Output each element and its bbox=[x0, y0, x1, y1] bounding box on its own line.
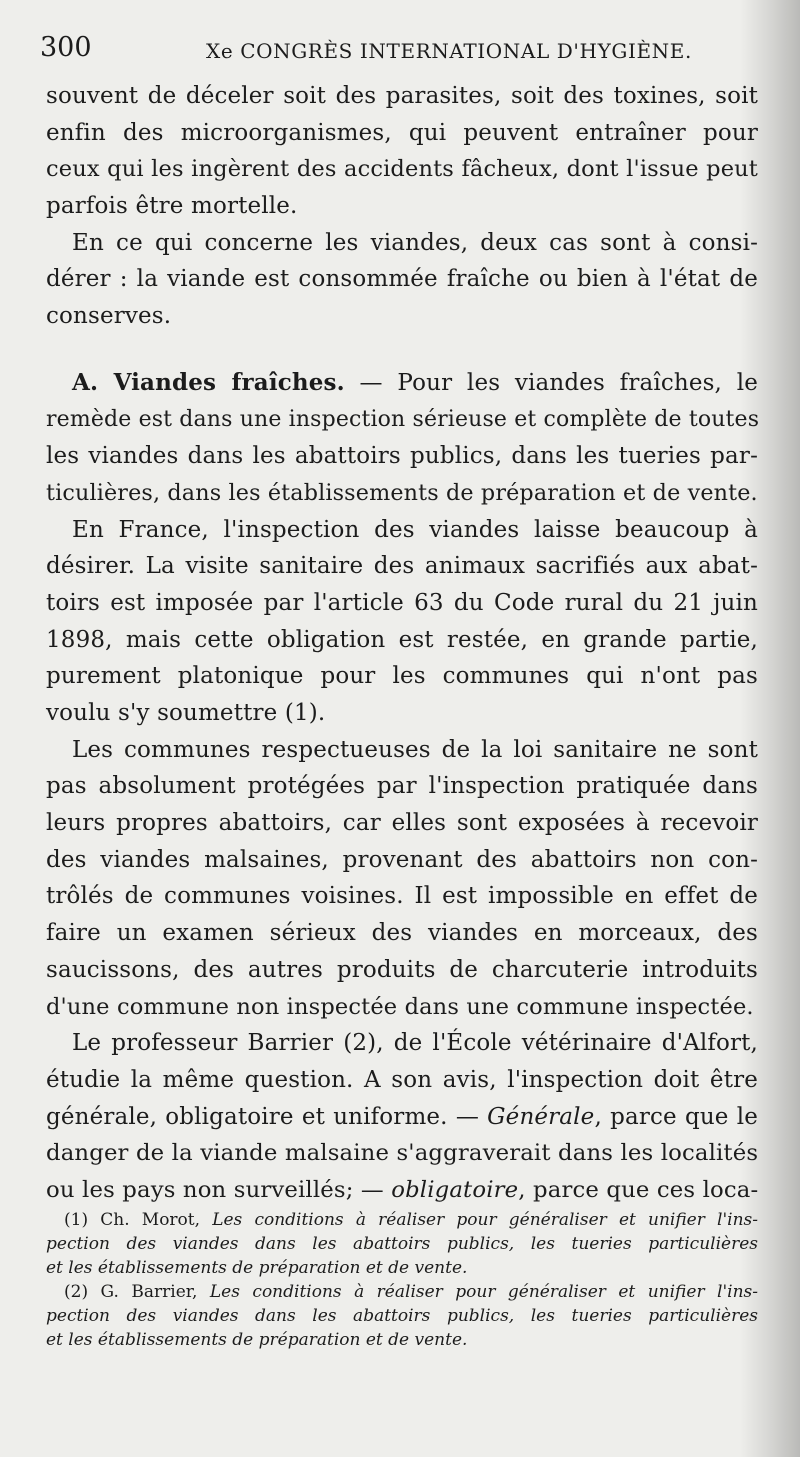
italic-term: obligatoire bbox=[391, 1176, 519, 1203]
footnote-2-line bbox=[46, 1304, 758, 1328]
text-line: d'une commune non inspectée dans une commune inspectée. bbox=[46, 993, 754, 1020]
text-line: leurs propres abattoirs, car elles sont exposées à recevoir bbox=[46, 810, 758, 837]
text-line: étudie la même question. A son avis, l'inspection doit être bbox=[46, 1066, 758, 1093]
text-line: Les communes respectueuses de la loi sanitaire ne sont bbox=[72, 736, 758, 763]
text-line: désirer. La visite sanitaire des animaux sacrifiés aux abat- bbox=[46, 553, 758, 580]
running-title: Xe CONGRÈS INTERNATIONAL D'HYGIÈNE. bbox=[206, 39, 692, 63]
text-line: enfin des microorganismes, qui peuvent entraîner pour bbox=[46, 119, 758, 146]
text-line: voulu s'y soumettre (1). bbox=[46, 700, 326, 726]
text-line: les viandes dans les abattoirs publics, dans les tueries par- bbox=[46, 443, 758, 470]
text-line: remède est dans une inspection sérieuse et complète de toutes bbox=[46, 406, 760, 432]
footnote-title: Les conditions à réaliser pour généraliser et unifier l'ins- bbox=[212, 1210, 759, 1230]
text-line: toirs est imposée par l'article 63 du Code rural du 21 juin bbox=[46, 589, 758, 616]
footnote-title: pection des viandes dans les abattoirs publics, les tueries particulières bbox=[46, 1234, 758, 1254]
text-line: conserves. bbox=[46, 303, 172, 330]
text-line: danger de la viande malsaine s'aggraverait dans les localités bbox=[46, 1140, 759, 1167]
text-line: ticulières, dans les établissements de préparation et de vente. bbox=[46, 479, 758, 506]
text-line: parfois être mortelle. bbox=[46, 193, 298, 220]
text-line: saucissons, des autres produits de charcuterie introduits bbox=[46, 956, 758, 983]
text-fragment: — Pour les viandes fraîches, le bbox=[344, 369, 758, 396]
page-header bbox=[40, 32, 740, 72]
section-spacer bbox=[46, 335, 758, 365]
text-line: En France, l'inspection des viandes laisse beaucoup à bbox=[72, 516, 758, 543]
footnote-title: pection des viandes dans les abattoirs publics, les tueries particulières bbox=[46, 1306, 758, 1326]
text-line: 1898, mais cette obligation est restée, en grande partie, bbox=[46, 626, 758, 653]
page-number: 300 bbox=[40, 32, 92, 63]
text-line: ceux qui les ingèrent des accidents fâcheux, dont l'issue peut bbox=[46, 156, 758, 183]
footnote-2-line bbox=[46, 1280, 758, 1304]
footnote-title: Les conditions à réaliser pour généraliser et unifier l'ins- bbox=[209, 1282, 759, 1302]
footnote-2-line bbox=[46, 1328, 758, 1352]
text-fragment: , parce que ces loca- bbox=[518, 1176, 759, 1203]
footnote-1-line bbox=[46, 1208, 758, 1232]
text-line: souvent de déceler soit des parasites, soit des toxines, soit bbox=[46, 83, 758, 109]
text-fragment: , parce que le bbox=[594, 1103, 758, 1130]
text-line bbox=[46, 1172, 758, 1209]
text-fragment: générale, obligatoire et uniforme. — bbox=[46, 1103, 488, 1130]
text-line: purement platonique pour les communes qui n'ont pas bbox=[46, 663, 758, 690]
text-line: dérer : la viande est consommée fraîche ou bien à l'état de bbox=[46, 266, 758, 293]
text-line: faire un examen sérieux des viandes en morceaux, des bbox=[46, 920, 758, 947]
text-line: En ce qui concerne les viandes, deux cas sont à consi- bbox=[72, 229, 758, 256]
text-line: trôlés de communes voisines. Il est impossible en effet de bbox=[46, 883, 758, 910]
footnote-title: et les établissements de préparation et de vente. bbox=[46, 1330, 468, 1350]
footnote-marker: (2) G. Barrier, bbox=[64, 1282, 210, 1302]
text-line: pas absolument protégées par l'inspection pratiquée dans bbox=[46, 773, 758, 800]
page-body bbox=[46, 78, 758, 1209]
section-heading: A. Viandes fraîches. bbox=[72, 368, 345, 396]
section-heading-line bbox=[46, 365, 758, 402]
text-line: des viandes malsaines, provenant des abattoirs non con- bbox=[46, 846, 758, 873]
text-line bbox=[46, 1099, 758, 1136]
text-line: Le professeur Barrier (2), de l'École vétérinaire d'Alfort, bbox=[72, 1030, 758, 1057]
footnotes bbox=[46, 1208, 758, 1352]
footnote-1-line bbox=[46, 1256, 758, 1280]
footnote-1-line bbox=[46, 1232, 758, 1256]
text-fragment: ou les pays non surveillés; — bbox=[46, 1176, 392, 1203]
footnote-marker: (1) Ch. Morot, bbox=[64, 1210, 213, 1230]
italic-term: Générale bbox=[487, 1103, 595, 1130]
footnote-title: et les établissements de préparation et de vente. bbox=[46, 1258, 468, 1278]
